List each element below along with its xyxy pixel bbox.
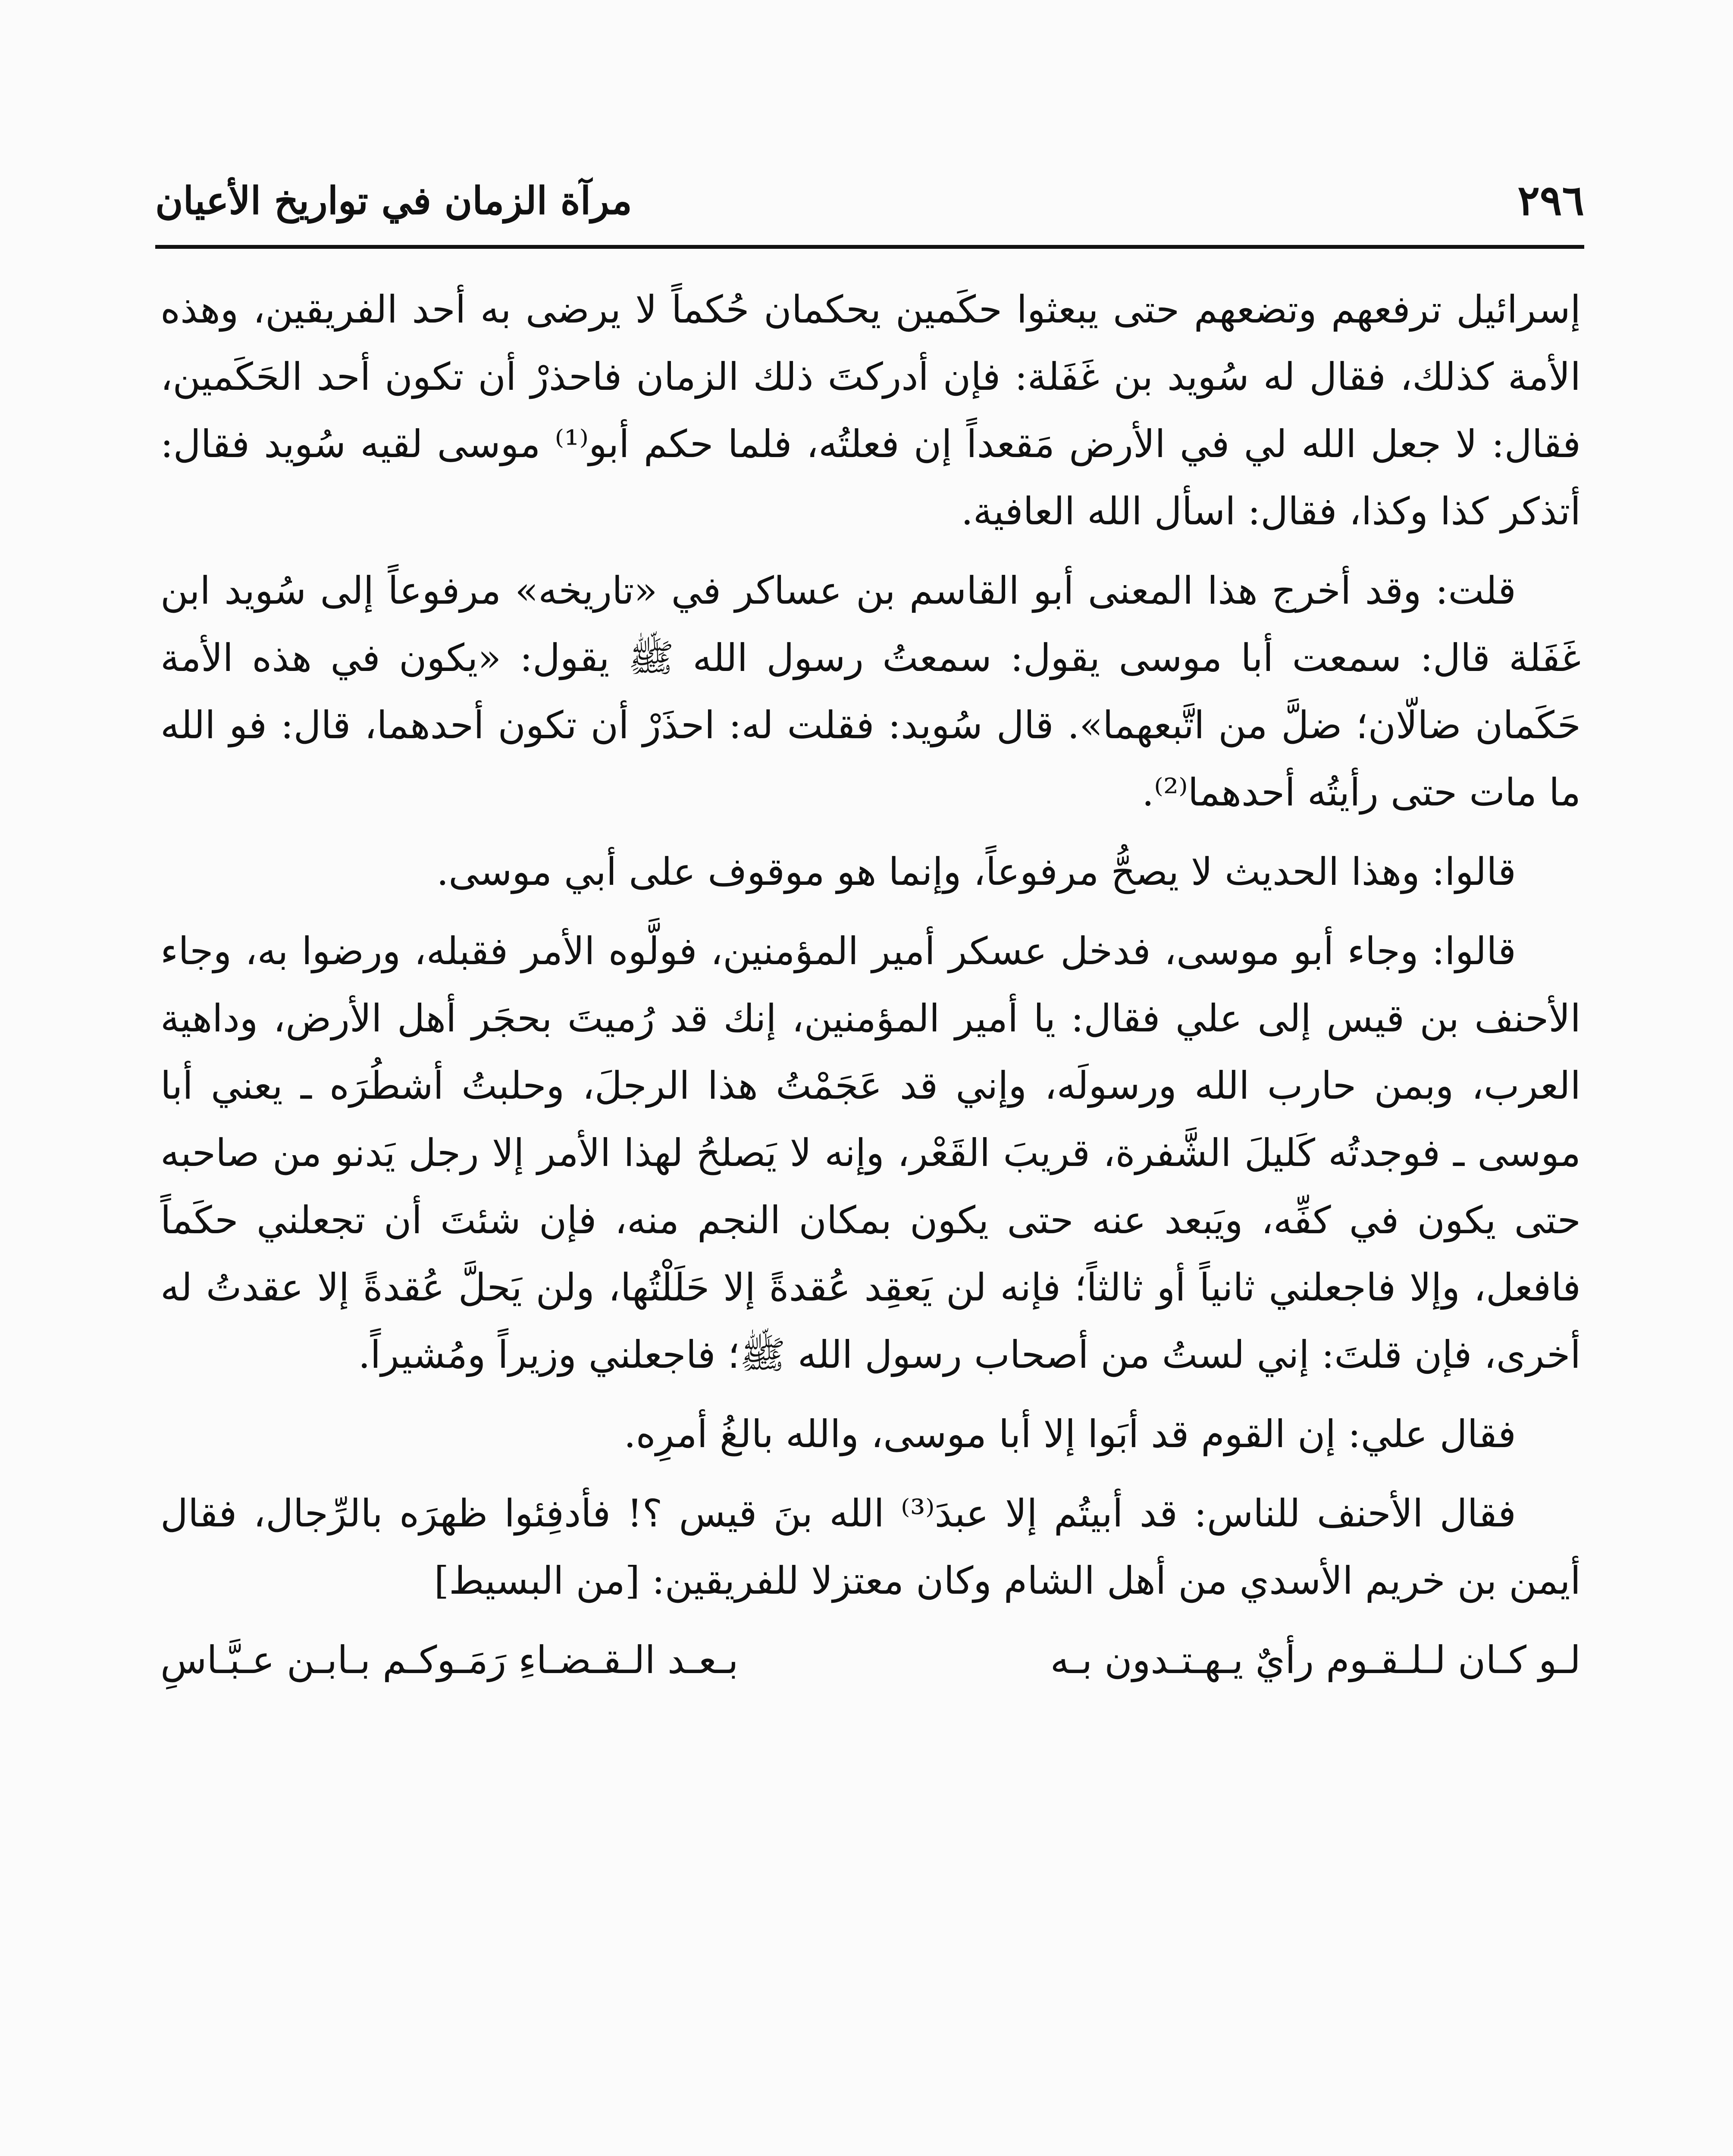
paragraph-3: قالوا: وهذا الحديث لا يصحُّ مرفوعاً، وإنما هو موقوف على أبي موسى.	[436, 849, 1516, 894]
paragraph-2: قلت: وقد أخرج هذا المعنى أبو القاسم بن عساكر في «تاريخه» مرفوعاً إلى سُويد ابن غَفَلة قال: سمعت أبا موسى يقول: سمعتُ رسول الله ﷺ يقول: «يكون في هذه الأمة حَكَمان ضالّان؛ ضلَّ من اتَّبعهما». قال سُويد: فقلت له: احذَرْ أن تكون أحدهما، قال: فو الله ما مات حتى رأيتُه أحدهما⁽²⁾.	[160, 568, 1581, 815]
page-header	[155, 164, 1584, 237]
poem-second-hemistich: بـعـد الـقـضـاءِ رَمَـوكـم بـابـن عـبَّـاسِ	[160, 1638, 739, 1682]
page-number: ٢٩٦	[1517, 176, 1584, 225]
main-text	[160, 276, 1581, 2156]
running-title: مرآة الزمان في تواريخ الأعيان	[155, 178, 632, 223]
poem-verse	[160, 1626, 1581, 1694]
paragraph-4: قالوا: وجاء أبو موسى، فدخل عسكر أمير المؤمنين، فولَّوه الأمر فقبله، ورضوا به، وجاء الأحنف بن قيس إلى علي فقال: يا أمير المؤمنين، إنك قد رُميتَ بحجَر أهل الأرض، وداهية العرب، وبمن حارب الله ورسولَه، وإني قد عَجَمْتُ هذا الرجلَ، وحلبتُ أشطُرَه ـ يعني أبا موسى ـ فوجدتُه كَليلَ الشَّفرة، قريبَ القَعْر، وإنه لا يَصلحُ لهذا الأمر إلا رجل يَدنو من صاحبه حتى يكون في كفِّه، ويَبعد عنه حتى يكون بمكان النجم منه، فإن شئتَ أن تجعلني حكَماً فافعل، وإلا فاجعلني ثانياً أو ثالثاً؛ فإنه لن يَعقِد عُقدةً إلا حَلَلْتُها، ولن يَحلَّ عُقدةً إلا عقدتُ له أخرى، فإن قلتَ: إني لستُ من أصحاب رسول الله ﷺ؛ فاجعلني وزيراً ومُشيراً.	[160, 929, 1581, 1377]
paragraph-1: إسرائيل ترفعهم وتضعهم حتى يبعثوا حكَمين يحكمان حُكماً لا يرضى به أحد الفريقين، وهذه الأمة كذلك، فقال له سُويد بن غَفَلة: فإن أدركتَ ذلك الزمان فاحذرْ أن تكون أحد الحَكَمين، فقال: لا جعل الله لي في الأرض مَقعداً إن فعلتُه، فلما حكم أبو⁽¹⁾ موسى لقيه سُويد فقال: أتذكر كذا وكذا، فقال: اسأل الله العافية.	[160, 287, 1581, 533]
paragraph-6: فقال الأحنف للناس: قد أبيتُم إلا عبدَ⁽³⁾ الله بنَ قيس ؟! فأدفِئوا ظهرَه بالرِّجال، فقال أيمن بن خريم الأسدي من أهل الشام وكان معتزلا للفريقين: [من البسيط]	[160, 1491, 1581, 1603]
poem-first-hemistich: لـو كـان لـلـقـوم رأيٌ يـهـتـدون بـه	[1050, 1638, 1581, 1682]
paragraph-5: فقال علي: إن القوم قد أبَوا إلا أبا موسى، والله بالغُ أمرِه.	[624, 1412, 1516, 1456]
header-rule	[155, 245, 1584, 249]
